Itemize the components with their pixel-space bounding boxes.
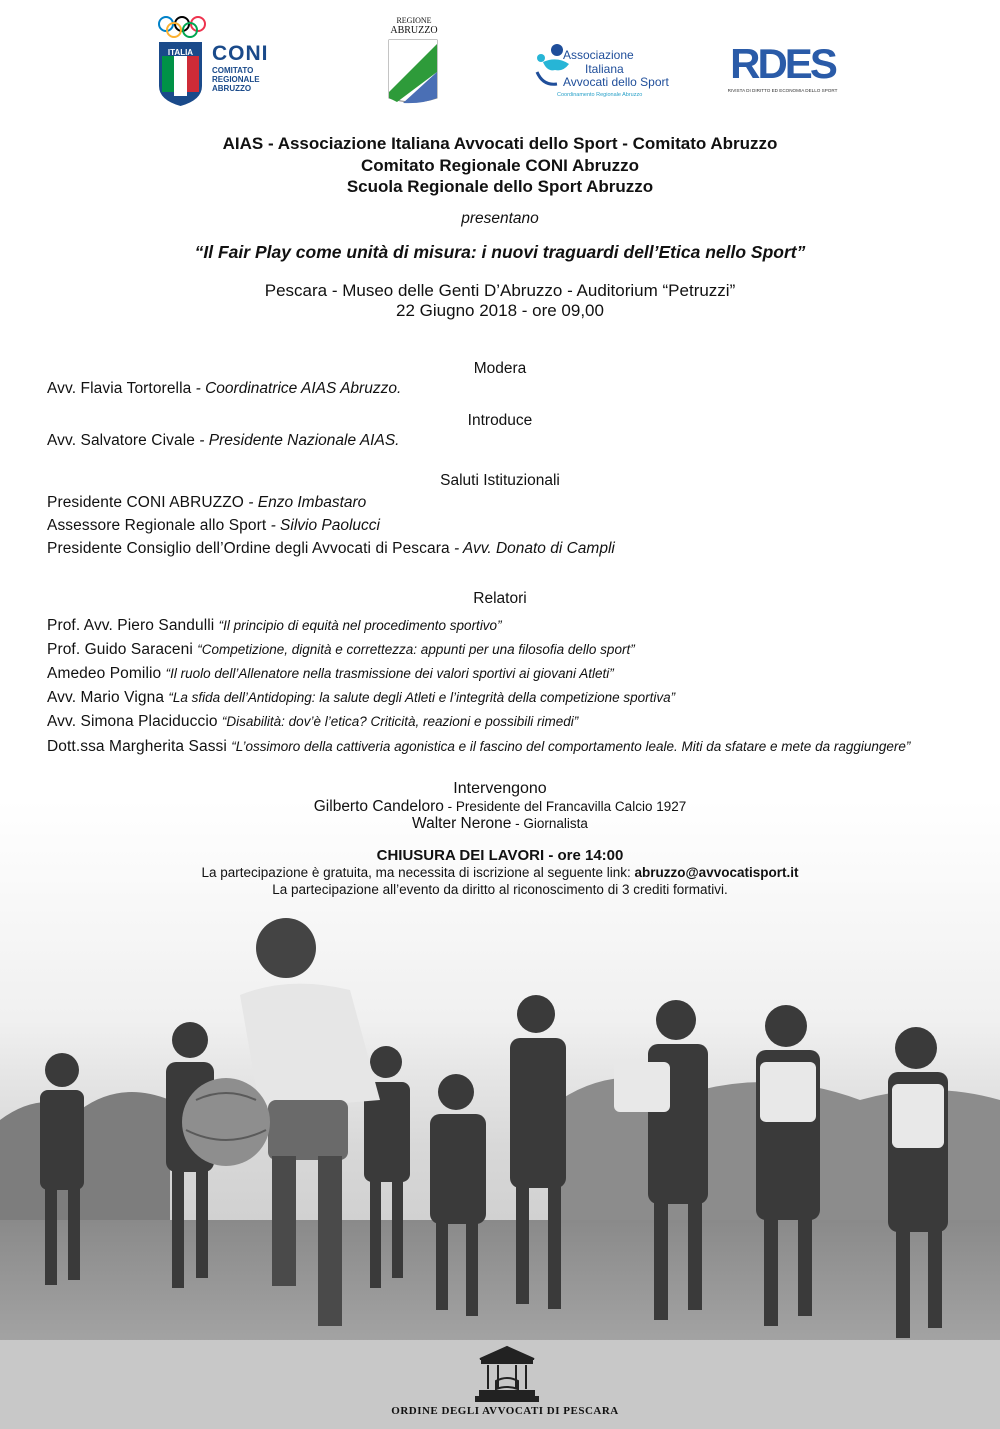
intervengono-item xyxy=(0,815,1000,832)
ordine-avvocati-name: ORDINE DEGLI AVVOCATI DI PESCARA xyxy=(391,1405,619,1417)
registration-text: La partecipazione è gratuita, ma necessita di iscrizione al seguente link: xyxy=(201,865,635,880)
relatore-item xyxy=(47,713,957,731)
relatore-item xyxy=(47,617,957,635)
coni-name: CONI xyxy=(212,42,269,65)
intervengono-item xyxy=(0,798,1000,815)
regione-abruzzo-logo xyxy=(385,14,443,109)
relatore-name: Avv. Mario Vigna xyxy=(47,689,165,706)
relatore-talk: “Il ruolo dell’Allenatore nella trasmissione dei valori sportivi ai giovani Atleti” xyxy=(165,666,614,681)
intervengono-heading: Intervengono xyxy=(453,780,547,797)
saluti-name: Assessore Regionale allo Sport xyxy=(47,517,267,534)
relatore-name: Prof. Avv. Piero Sandulli xyxy=(47,617,215,634)
coni-logo xyxy=(156,14,276,109)
registration-line xyxy=(0,864,1000,881)
relatore-name: Prof. Guido Saraceni xyxy=(47,641,193,658)
rdes-logo xyxy=(725,14,840,109)
intervengono-name: Walter Nerone xyxy=(412,815,512,832)
regione-line2: ABRUZZO xyxy=(390,25,438,36)
intervengono-block xyxy=(0,780,1000,832)
intervengono-role: - Giornalista xyxy=(511,816,588,831)
organizer-coni: Comitato Regionale CONI Abruzzo xyxy=(361,155,639,175)
relatore-item xyxy=(47,641,957,659)
aias-line3: Avvocati dello Sport xyxy=(563,75,669,89)
relatore-talk: “La sfida dell’Antidoping: la salute degli Atleti e l’integrità della competizione sportiva” xyxy=(168,690,676,705)
saluti-item xyxy=(47,540,957,558)
intervengono-role: - Presidente del Francavilla Calcio 1927 xyxy=(443,799,687,814)
organizer-aias: AIAS - Associazione Italiana Avvocati dello Sport - Comitato Abruzzo xyxy=(222,134,778,153)
organizers xyxy=(0,133,1000,198)
event-title: “Il Fair Play come unità di misura: i nuovi traguardi dell’Etica nello Sport” xyxy=(194,242,806,262)
saluti-person: - Enzo Imbastaro xyxy=(243,494,367,511)
aias-logo xyxy=(533,14,669,109)
saluti-person: - Silvio Paolucci xyxy=(266,517,380,534)
relatore-name: Dott.ssa Margherita Sassi xyxy=(47,738,227,755)
saluti-name: Presidente CONI ABRUZZO xyxy=(47,494,244,511)
rdes-sub: RIVISTA DI DIRITTO ED ECONOMIA DELLO SPORT xyxy=(727,88,838,93)
relatore-talk: “Competizione, dignità e correttezza: appunti per una filosofia dello sport” xyxy=(197,642,635,657)
relatori-heading: Relatori xyxy=(473,590,527,607)
closing-heading: CHIUSURA DEI LAVORI - ore 14:00 xyxy=(376,847,624,864)
modera-heading: Modera xyxy=(473,360,527,377)
event-date: 22 Giugno 2018 - ore 09,00 xyxy=(396,301,604,320)
relatore-talk: “Disabilità: dov’è l’etica? Criticità, reazioni e possibili rimedi” xyxy=(221,714,579,729)
venue-text: Pescara - Museo delle Genti D’Abruzzo - Auditorium “Petruzzi” xyxy=(264,281,736,300)
introduce-line xyxy=(47,432,957,450)
presentano-text: presentano xyxy=(461,210,539,227)
relatore-item xyxy=(47,737,957,756)
saluti-person: - Avv. Donato di Campli xyxy=(449,540,615,557)
coni-line2: REGIONALE xyxy=(212,75,260,84)
relatore-item xyxy=(47,665,957,683)
regione-line1: REGIONE xyxy=(396,16,432,25)
saluti-heading: Saluti Istituzionali xyxy=(440,472,560,489)
relatore-talk: “L’ossimoro della cattiveria agonistica e il fascino del comportamento leale. Miti da sfatare e mete da raggiungere” xyxy=(231,739,911,754)
logo-bar xyxy=(0,14,1000,114)
venue-block xyxy=(0,281,1000,321)
modera-line xyxy=(47,380,957,398)
introduce-heading: Introduce xyxy=(467,412,533,429)
modera-name: Avv. Flavia Tortorella xyxy=(47,380,192,397)
aias-sub: Coordinamento Regionale Abruzzo xyxy=(557,92,643,98)
organizer-scuola: Scuola Regionale dello Sport Abruzzo xyxy=(346,177,654,196)
introduce-role: - Presidente Nazionale AIAS. xyxy=(194,432,400,449)
relatore-name: Amedeo Pomilio xyxy=(47,665,162,682)
saluti-item xyxy=(47,494,957,512)
coni-country: ITALIA xyxy=(167,48,194,57)
registration-email-link[interactable]: abruzzo@avvocatisport.it xyxy=(634,865,799,880)
relatore-name: Avv. Simona Placiduccio xyxy=(47,713,218,730)
coni-line3: ABRUZZO xyxy=(212,84,252,93)
saluti-item xyxy=(47,517,957,535)
relatore-item xyxy=(47,689,957,707)
modera-role: - Coordinatrice AIAS Abruzzo. xyxy=(191,380,402,397)
ordine-avvocati-logo xyxy=(380,1345,630,1425)
closing-block xyxy=(0,847,1000,898)
intervengono-name: Gilberto Candeloro xyxy=(313,798,444,815)
credits-text: La partecipazione all’evento da diritto al riconoscimento di 3 crediti formativi. xyxy=(272,882,728,897)
aias-line2: Italiana xyxy=(585,62,624,76)
coni-line1: COMITATO xyxy=(212,66,254,75)
relatore-talk: “Il principio di equità nel procedimento sportivo” xyxy=(218,618,502,633)
introduce-name: Avv. Salvatore Civale xyxy=(47,432,195,449)
aias-line1: Associazione xyxy=(563,48,634,62)
rdes-name: RDES xyxy=(730,40,835,87)
saluti-name: Presidente Consiglio dell’Ordine degli Avvocati di Pescara xyxy=(47,540,450,557)
